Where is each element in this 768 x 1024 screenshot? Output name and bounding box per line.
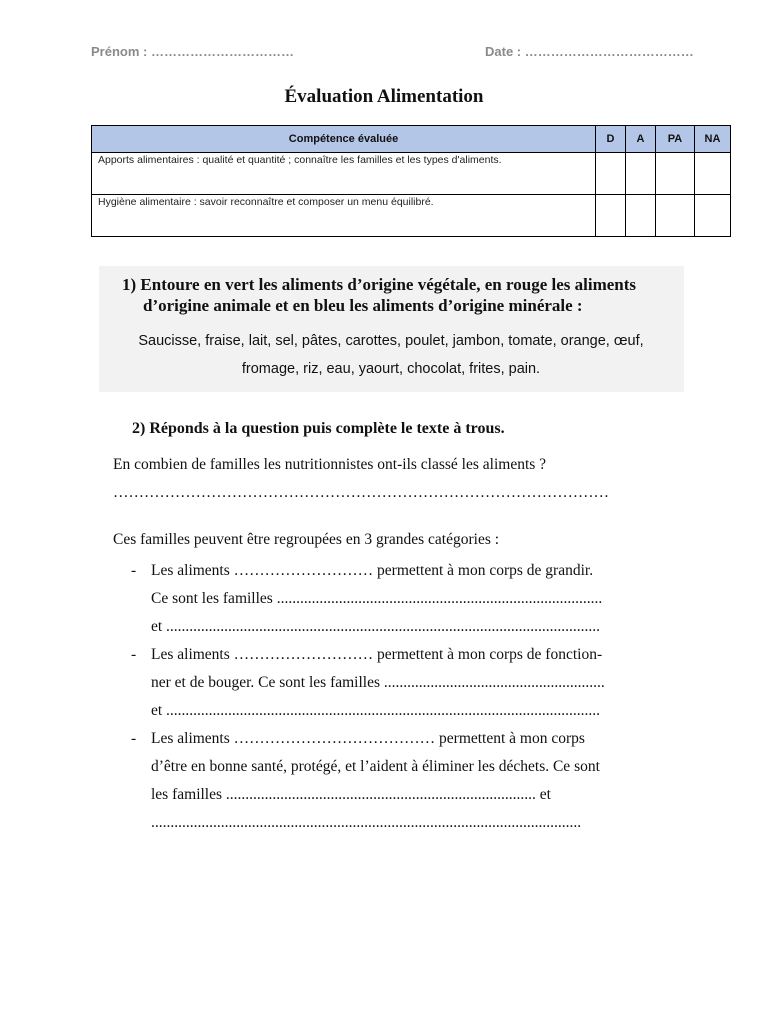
grade-cell-na[interactable] (695, 153, 731, 195)
prenom-field: Prénom : …………………………… (91, 44, 294, 59)
table-header-cell: PA (656, 126, 695, 153)
grade-cell-na[interactable] (695, 195, 731, 237)
competence-criterion: Hygiène alimentaire : savoir reconnaître et composer un menu équilibré. (92, 195, 596, 237)
grade-cell-a[interactable] (626, 153, 656, 195)
exercise1-instruction: 1) Entoure en vert les aliments d’origine végétale, en rouge les aliments (122, 275, 637, 294)
bullet-dash: - (131, 730, 137, 747)
food-list: Saucisse, fraise, lait, sel, pâtes, carottes, poulet, jambon, tomate, orange, œuf, (138, 333, 644, 349)
fill-line: d’être en bonne santé, protégé, et l’aident à éliminer les déchets. Ce sont (151, 758, 600, 775)
food-list-cont: fromage, riz, eau, yaourt, chocolat, frites, pain. (241, 361, 541, 377)
fill-line[interactable]: Ce sont les familles .................................................................................... (151, 590, 603, 607)
fill-line[interactable]: Les aliments ……………………… permettent à mon corps de grandir. (151, 562, 594, 579)
bullet-dash: - (131, 646, 137, 663)
exercise2-instruction: 2) Réponds à la question puis complète le texte à trous. (132, 420, 505, 437)
table-header-cell: Compétence évaluée (92, 126, 596, 153)
page-title: Évaluation Alimentation (284, 86, 484, 107)
fill-line[interactable]: les familles ................................................................................ et (151, 786, 551, 803)
question-text: En combien de familles les nutritionnistes ont-ils classé les aliments ? (113, 456, 547, 473)
fill-line[interactable]: ner et de bouger. Ce sont les familles ......................................................... (151, 674, 605, 691)
grade-cell-d[interactable] (596, 153, 626, 195)
exercise1-instruction-cont: d’origine animale et en bleu les aliments d’origine minérale : (143, 296, 583, 315)
table-header-cell: NA (695, 126, 731, 153)
grade-cell-pa[interactable] (656, 153, 695, 195)
fill-line[interactable]: Les aliments ………………………………… permettent à mon corps (151, 730, 585, 747)
categories-intro: Ces familles peuvent être regroupées en 3 grandes catégories : (113, 531, 500, 548)
fill-line[interactable]: et ................................................................................................................ (151, 702, 601, 719)
competence-criterion: Apports alimentaires : qualité et quantité ; connaître les familles et les types d'aliments. (92, 153, 596, 195)
table-header-cell: D (596, 126, 626, 153)
answer-line[interactable]: …………………………………………………………………………………… (113, 484, 609, 501)
grade-cell-pa[interactable] (656, 195, 695, 237)
table-header-cell: A (626, 126, 656, 153)
table-row (92, 195, 731, 237)
date-field: Date : ………………………………… (485, 44, 694, 59)
grade-cell-d[interactable] (596, 195, 626, 237)
fill-line[interactable]: ............................................................................................................... (151, 814, 582, 831)
grade-cell-a[interactable] (626, 195, 656, 237)
competence-table (91, 125, 731, 237)
table-header-row (92, 126, 731, 153)
bullet-dash: - (131, 562, 137, 579)
fill-line[interactable]: Les aliments ……………………… permettent à mon corps de fonction- (151, 646, 603, 663)
table-row (92, 153, 731, 195)
fill-line[interactable]: et ................................................................................................................ (151, 618, 601, 635)
